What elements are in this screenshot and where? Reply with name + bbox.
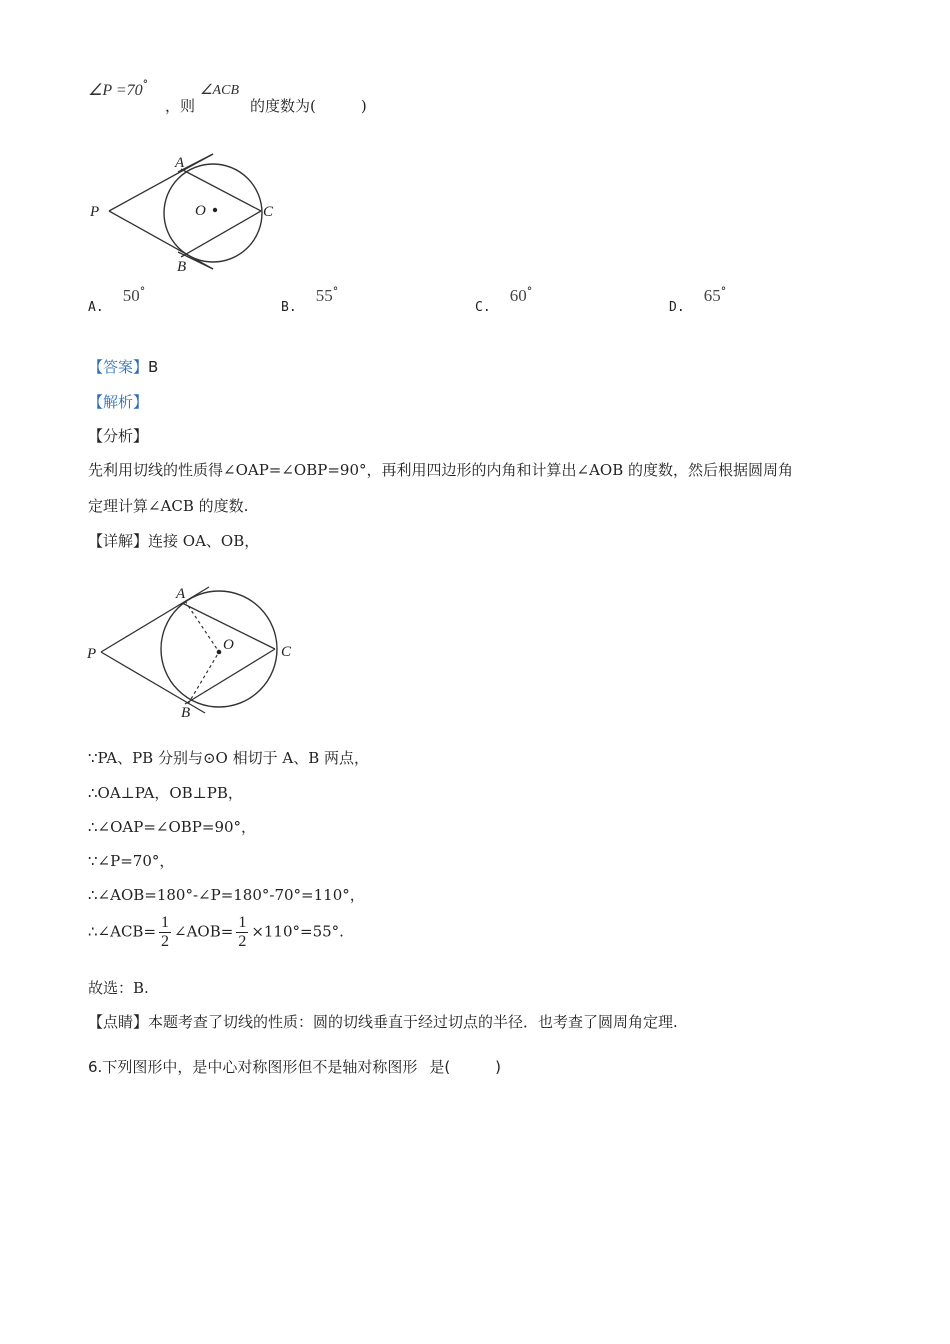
step-5: ∴∠AOB=180°-∠P=180°-70°=110°， [88,886,365,904]
answer-value: B [148,358,159,376]
fenxi-line-2: 定理计算∠ACB 的度数. [88,497,249,515]
detail-label: 【详解】 [88,532,149,550]
question-tail: 的度数为( ) [250,97,367,115]
center-dot-2 [217,650,222,655]
option-a[interactable]: A. 50° [88,285,146,315]
next-question [88,1056,501,1077]
fenxi-label: 【分析】 [88,427,149,445]
option-d[interactable]: D. 65° [669,285,727,315]
step-1: ∵PA、PB 分别与⊙O 相切于 A、B 两点， [88,749,370,767]
tangent-pb [109,211,213,269]
detail-text: 连接 OA、OB， [148,532,260,550]
label-b: B [177,259,187,275]
label-p-2: P [87,646,97,662]
question-number: 6. [88,1058,103,1076]
label-c-2: C [281,644,292,660]
circle-o [164,164,262,262]
label-p: P [90,204,100,220]
chord-bc-2 [185,649,275,704]
degree-mark: ° [142,78,149,91]
step-4: ∵∠P=70°， [88,852,175,870]
label-a: A [175,155,185,171]
question-text: 下列图形中，是中心对称图形但不是轴对称图形 [102,1058,418,1076]
step-2: ∴OA⊥PA，OB⊥PB， [88,784,243,802]
circle-o-2 [161,591,277,707]
label-c: C [263,204,274,220]
analysis-label: 【解析】 [88,393,149,411]
radius-ob [188,652,219,704]
figure-circle-tangents-2 [85,583,300,723]
answer-line [88,356,158,377]
tangent-pb-2 [101,652,205,713]
comment-text: 本题考查了切线的性质：圆的切线垂直于经过切点的半径．也考查了圆周角定理. [148,1013,678,1031]
tangent-pa-2 [101,587,209,652]
answer-label: 【答案】 [88,358,149,376]
label-a-2: A [176,586,186,602]
detail-line [88,530,259,551]
angle-acb-expression: ∠ACB [200,83,239,98]
question-stem [88,80,148,100]
fenxi-line-1: 先利用切线的性质得∠OAP=∠OBP=90°，再利用四边形的内角和计算出∠AOB 的度数，然后根据圆周角 [88,461,793,479]
step-3: ∴∠OAP=∠OBP=90°， [88,818,257,836]
angle-p-expression: ∠P =70 [88,82,143,99]
comment-line [88,1011,678,1032]
fraction-one-half: $\frac{1}{2}$ [161,914,170,950]
fraction-one-half-2: $\frac{1}{2}$ [238,914,247,950]
center-dot [213,208,217,212]
chord-bc [181,211,261,257]
comment-label: 【点睛】 [88,1013,149,1031]
option-b[interactable]: B. 55° [281,285,339,315]
final-step: ∴∠ACB= $\frac{1}{2}$ ∠AOB= $\frac{1}{2}$ ×110°=55°. [88,914,344,950]
chord-ac [181,169,261,211]
label-o-2: O [223,637,234,653]
label-b-2: B [181,705,191,721]
option-c[interactable]: C. 60° [475,285,533,315]
question-tail-6: 是( ) [429,1058,502,1076]
choose-line: 故选：B. [88,979,149,997]
label-o: O [195,203,206,219]
figure-circle-tangents-1 [85,145,285,280]
question-then: ，则 [165,97,196,115]
radius-oa [185,601,219,652]
